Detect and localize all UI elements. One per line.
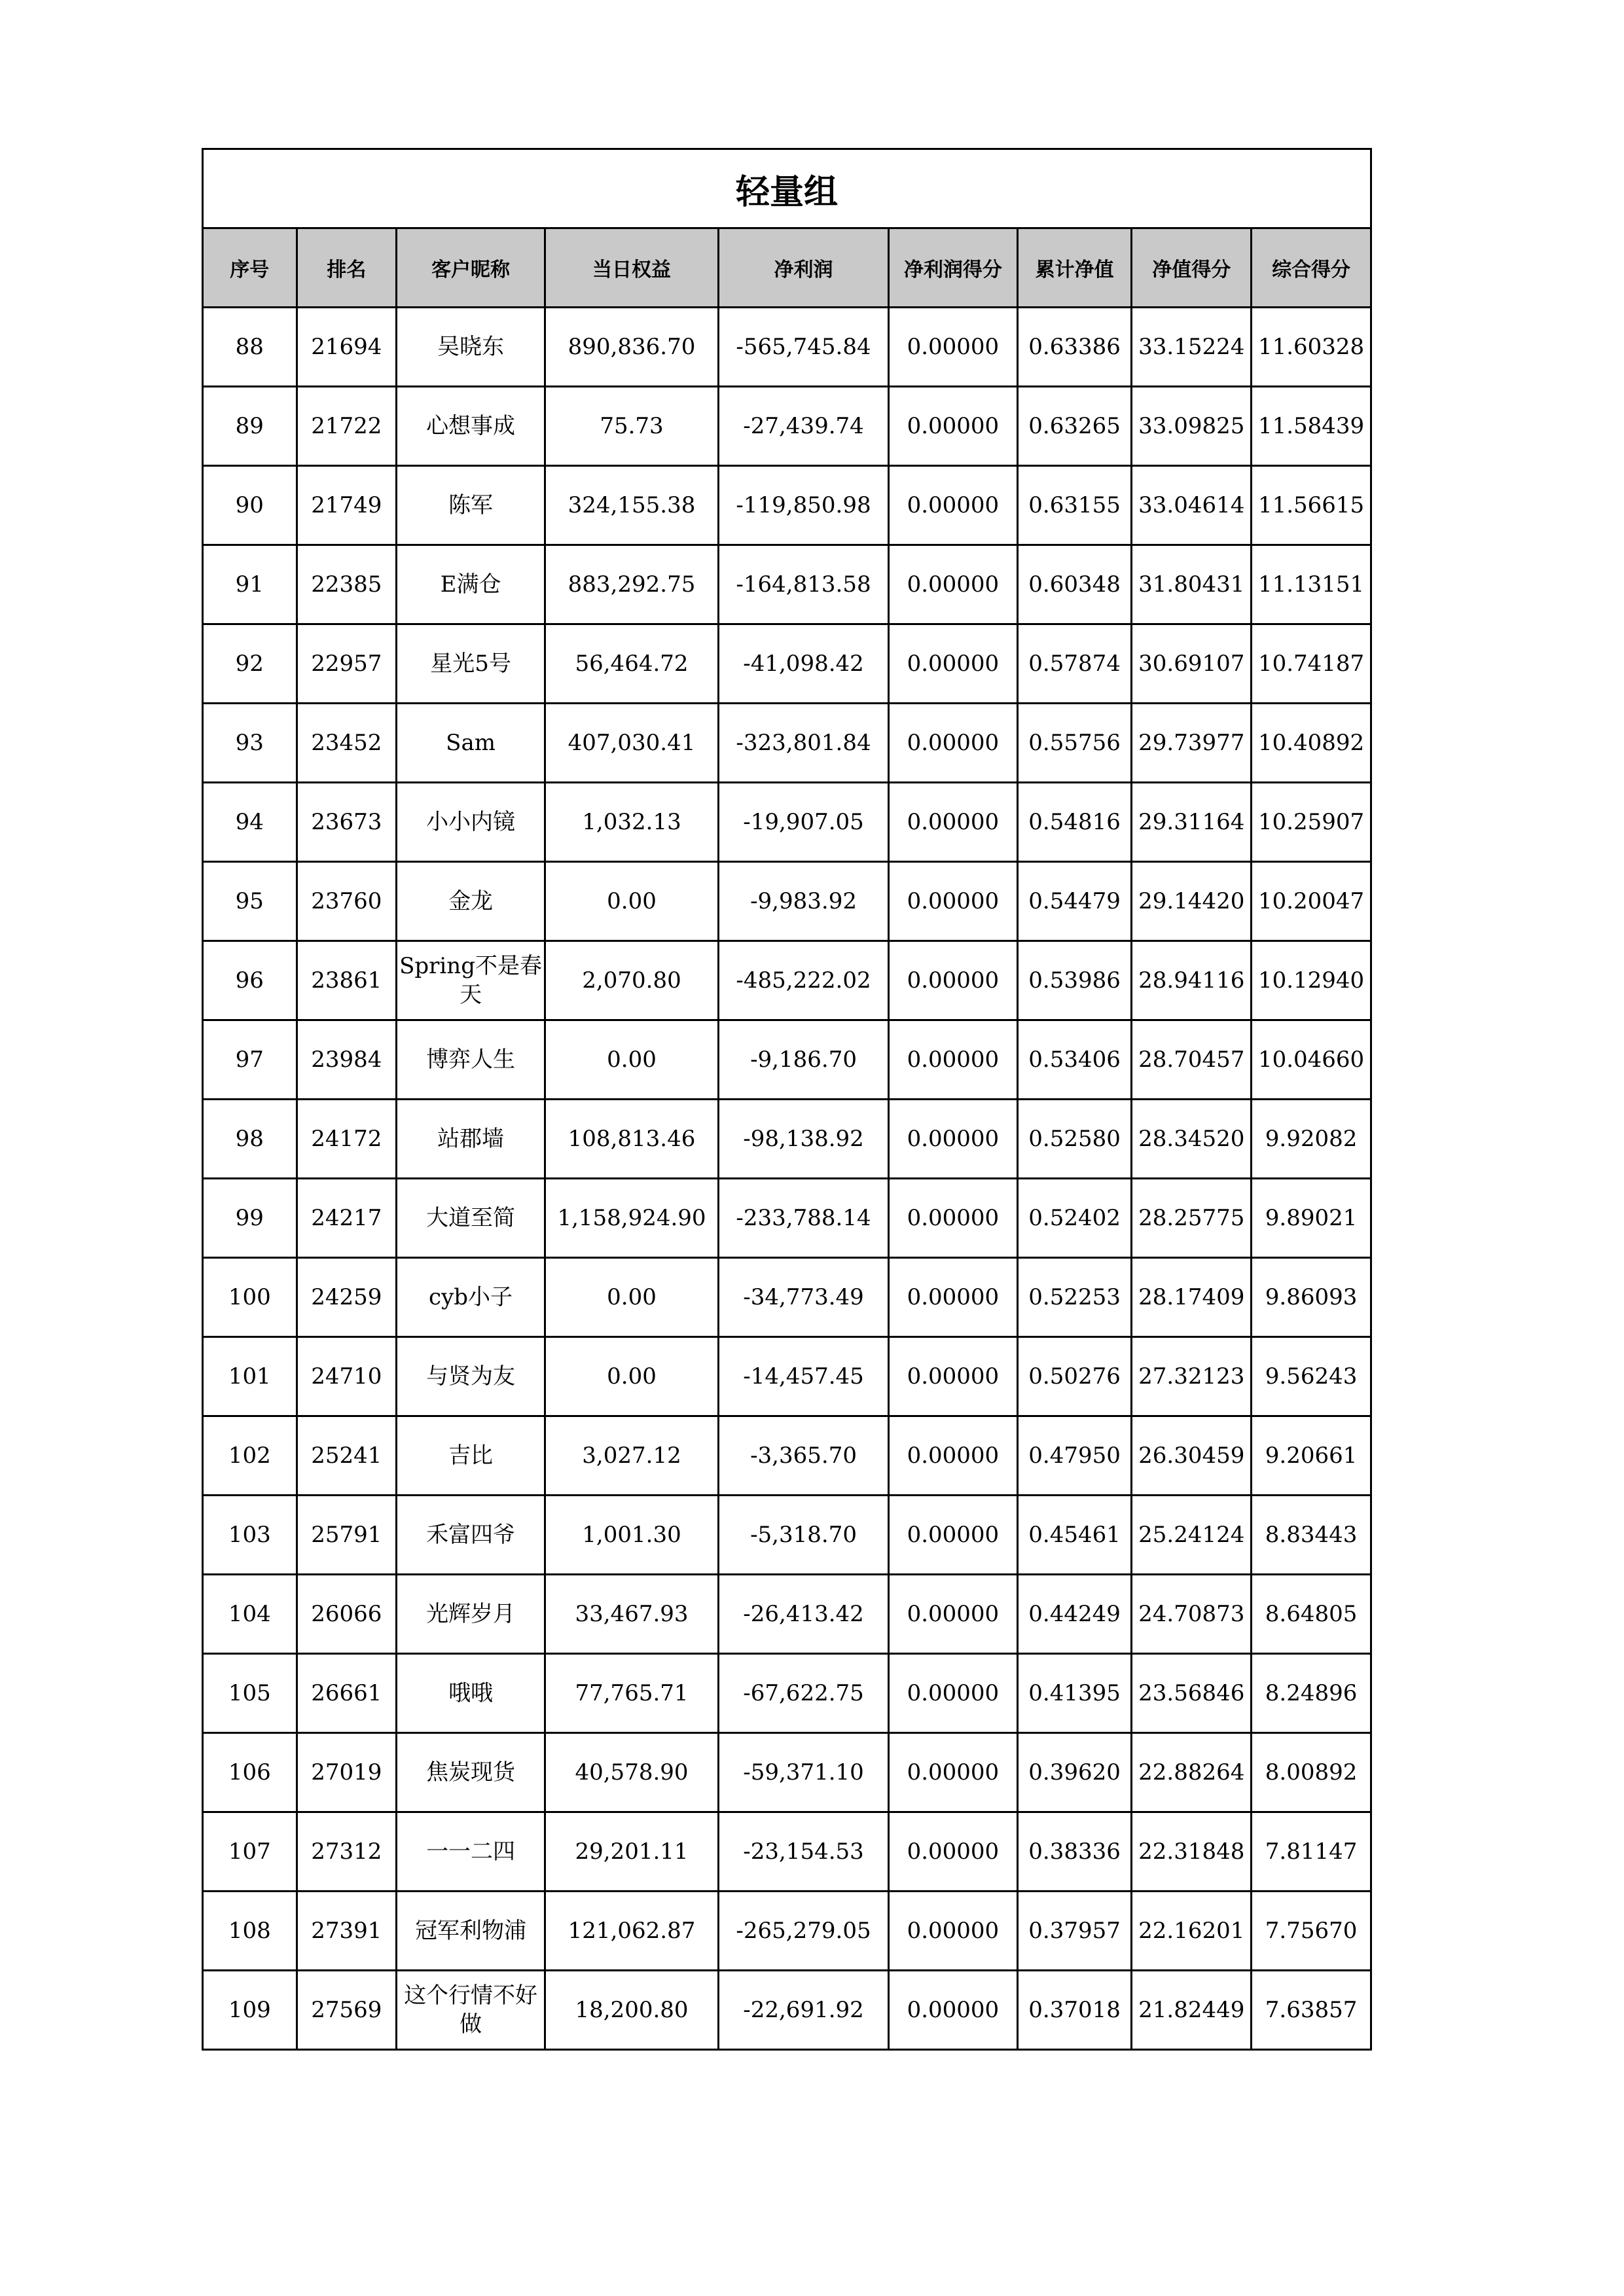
cell-serial: 98 bbox=[203, 1100, 297, 1179]
cell-nav-score: 28.34520 bbox=[1132, 1100, 1252, 1179]
table-row bbox=[203, 1258, 1371, 1337]
cell-total-score: 10.20047 bbox=[1252, 862, 1371, 941]
cell-profit-score: 0.00000 bbox=[889, 466, 1018, 545]
cell-equity: 108,813.46 bbox=[545, 1100, 719, 1179]
cell-profit-score: 0.00000 bbox=[889, 1496, 1018, 1575]
cell-nickname: 大道至简 bbox=[397, 1179, 545, 1258]
cell-profit-score: 0.00000 bbox=[889, 1971, 1018, 2050]
cell-total-score: 8.83443 bbox=[1252, 1496, 1371, 1575]
cell-net-profit: -5,318.70 bbox=[719, 1496, 889, 1575]
table-row bbox=[203, 1892, 1371, 1971]
table-row bbox=[203, 1496, 1371, 1575]
cell-nickname: 一一二四 bbox=[397, 1812, 545, 1892]
cell-cumulative-nav: 0.63386 bbox=[1017, 308, 1132, 387]
cell-net-profit: -67,622.75 bbox=[719, 1654, 889, 1733]
cell-total-score: 11.13151 bbox=[1252, 545, 1371, 624]
cell-net-profit: -27,439.74 bbox=[719, 387, 889, 466]
cell-profit-score: 0.00000 bbox=[889, 1179, 1018, 1258]
cell-nav-score: 24.70873 bbox=[1132, 1575, 1252, 1654]
cell-nav-score: 30.69107 bbox=[1132, 624, 1252, 704]
cell-nickname: 星光5号 bbox=[397, 624, 545, 704]
cell-rank: 22385 bbox=[297, 545, 397, 624]
cell-net-profit: -485,222.02 bbox=[719, 941, 889, 1020]
table-row bbox=[203, 466, 1371, 545]
cell-profit-score: 0.00000 bbox=[889, 308, 1018, 387]
cell-cumulative-nav: 0.54479 bbox=[1017, 862, 1132, 941]
cell-nickname: 焦炭现货 bbox=[397, 1733, 545, 1812]
cell-cumulative-nav: 0.50276 bbox=[1017, 1337, 1132, 1416]
cell-equity: 883,292.75 bbox=[545, 545, 719, 624]
header-rank: 排名 bbox=[297, 228, 397, 308]
cell-nav-score: 22.88264 bbox=[1132, 1733, 1252, 1812]
cell-serial: 88 bbox=[203, 308, 297, 387]
cell-cumulative-nav: 0.55756 bbox=[1017, 704, 1132, 783]
cell-nickname: 冠军利物浦 bbox=[397, 1892, 545, 1971]
table-row bbox=[203, 1575, 1371, 1654]
cell-equity: 121,062.87 bbox=[545, 1892, 719, 1971]
cell-nickname: 陈军 bbox=[397, 466, 545, 545]
cell-nav-score: 29.14420 bbox=[1132, 862, 1252, 941]
cell-equity: 75.73 bbox=[545, 387, 719, 466]
cell-equity: 56,464.72 bbox=[545, 624, 719, 704]
cell-total-score: 9.86093 bbox=[1252, 1258, 1371, 1337]
cell-equity: 33,467.93 bbox=[545, 1575, 719, 1654]
cell-cumulative-nav: 0.53986 bbox=[1017, 941, 1132, 1020]
cell-rank: 23984 bbox=[297, 1020, 397, 1100]
cell-serial: 90 bbox=[203, 466, 297, 545]
cell-net-profit: -23,154.53 bbox=[719, 1812, 889, 1892]
cell-nickname: E满仓 bbox=[397, 545, 545, 624]
cell-cumulative-nav: 0.52402 bbox=[1017, 1179, 1132, 1258]
header-cumulative-nav: 累计净值 bbox=[1017, 228, 1132, 308]
cell-nav-score: 23.56846 bbox=[1132, 1654, 1252, 1733]
header-net-profit: 净利润 bbox=[719, 228, 889, 308]
cell-profit-score: 0.00000 bbox=[889, 783, 1018, 862]
cell-profit-score: 0.00000 bbox=[889, 1100, 1018, 1179]
cell-nickname: Sam bbox=[397, 704, 545, 783]
cell-serial: 106 bbox=[203, 1733, 297, 1812]
cell-total-score: 11.60328 bbox=[1252, 308, 1371, 387]
cell-net-profit: -3,365.70 bbox=[719, 1416, 889, 1496]
cell-net-profit: -22,691.92 bbox=[719, 1971, 889, 2050]
cell-total-score: 7.81147 bbox=[1252, 1812, 1371, 1892]
cell-equity: 890,836.70 bbox=[545, 308, 719, 387]
cell-profit-score: 0.00000 bbox=[889, 387, 1018, 466]
header-serial: 序号 bbox=[203, 228, 297, 308]
header-nav-score: 净值得分 bbox=[1132, 228, 1252, 308]
cell-serial: 92 bbox=[203, 624, 297, 704]
cell-cumulative-nav: 0.52253 bbox=[1017, 1258, 1132, 1337]
cell-profit-score: 0.00000 bbox=[889, 1337, 1018, 1416]
cell-equity: 1,158,924.90 bbox=[545, 1179, 719, 1258]
table-row bbox=[203, 941, 1371, 1020]
cell-nav-score: 33.04614 bbox=[1132, 466, 1252, 545]
table-row bbox=[203, 862, 1371, 941]
cell-serial: 101 bbox=[203, 1337, 297, 1416]
ranking-table bbox=[202, 148, 1372, 2051]
cell-nav-score: 28.70457 bbox=[1132, 1020, 1252, 1100]
table-row bbox=[203, 1812, 1371, 1892]
cell-nickname: Spring不是春天 bbox=[397, 941, 545, 1020]
cell-total-score: 9.56243 bbox=[1252, 1337, 1371, 1416]
cell-rank: 27312 bbox=[297, 1812, 397, 1892]
cell-net-profit: -119,850.98 bbox=[719, 466, 889, 545]
cell-rank: 21749 bbox=[297, 466, 397, 545]
cell-profit-score: 0.00000 bbox=[889, 941, 1018, 1020]
cell-cumulative-nav: 0.52580 bbox=[1017, 1100, 1132, 1179]
cell-serial: 89 bbox=[203, 387, 297, 466]
table-row bbox=[203, 1733, 1371, 1812]
cell-nickname: 小小内镜 bbox=[397, 783, 545, 862]
cell-net-profit: -164,813.58 bbox=[719, 545, 889, 624]
cell-profit-score: 0.00000 bbox=[889, 862, 1018, 941]
cell-equity: 2,070.80 bbox=[545, 941, 719, 1020]
cell-equity: 324,155.38 bbox=[545, 466, 719, 545]
cell-nav-score: 25.24124 bbox=[1132, 1496, 1252, 1575]
cell-profit-score: 0.00000 bbox=[889, 1892, 1018, 1971]
cell-serial: 91 bbox=[203, 545, 297, 624]
cell-net-profit: -26,413.42 bbox=[719, 1575, 889, 1654]
cell-serial: 94 bbox=[203, 783, 297, 862]
header-row bbox=[203, 228, 1371, 308]
cell-cumulative-nav: 0.60348 bbox=[1017, 545, 1132, 624]
table-row bbox=[203, 545, 1371, 624]
cell-rank: 24172 bbox=[297, 1100, 397, 1179]
cell-profit-score: 0.00000 bbox=[889, 1654, 1018, 1733]
cell-nav-score: 22.16201 bbox=[1132, 1892, 1252, 1971]
cell-equity: 1,032.13 bbox=[545, 783, 719, 862]
cell-total-score: 10.25907 bbox=[1252, 783, 1371, 862]
cell-cumulative-nav: 0.54816 bbox=[1017, 783, 1132, 862]
cell-nav-score: 29.31164 bbox=[1132, 783, 1252, 862]
cell-rank: 23452 bbox=[297, 704, 397, 783]
cell-serial: 103 bbox=[203, 1496, 297, 1575]
cell-nav-score: 28.94116 bbox=[1132, 941, 1252, 1020]
cell-nickname: 与贤为友 bbox=[397, 1337, 545, 1416]
cell-nav-score: 33.09825 bbox=[1132, 387, 1252, 466]
cell-nickname: 吴晓东 bbox=[397, 308, 545, 387]
cell-profit-score: 0.00000 bbox=[889, 1733, 1018, 1812]
cell-cumulative-nav: 0.57874 bbox=[1017, 624, 1132, 704]
cell-net-profit: -323,801.84 bbox=[719, 704, 889, 783]
cell-cumulative-nav: 0.63155 bbox=[1017, 466, 1132, 545]
cell-nickname: 站郡墙 bbox=[397, 1100, 545, 1179]
cell-total-score: 10.12940 bbox=[1252, 941, 1371, 1020]
cell-cumulative-nav: 0.41395 bbox=[1017, 1654, 1132, 1733]
cell-profit-score: 0.00000 bbox=[889, 1812, 1018, 1892]
header-profit-score: 净利润得分 bbox=[889, 228, 1018, 308]
table-row bbox=[203, 704, 1371, 783]
cell-nickname: 吉比 bbox=[397, 1416, 545, 1496]
cell-nickname: cyb小子 bbox=[397, 1258, 545, 1337]
cell-profit-score: 0.00000 bbox=[889, 624, 1018, 704]
cell-rank: 23673 bbox=[297, 783, 397, 862]
header-nickname: 客户昵称 bbox=[397, 228, 545, 308]
cell-equity: 18,200.80 bbox=[545, 1971, 719, 2050]
cell-rank: 25791 bbox=[297, 1496, 397, 1575]
cell-net-profit: -265,279.05 bbox=[719, 1892, 889, 1971]
cell-nav-score: 27.32123 bbox=[1132, 1337, 1252, 1416]
cell-rank: 27569 bbox=[297, 1971, 397, 2050]
table-row bbox=[203, 1416, 1371, 1496]
cell-net-profit: -41,098.42 bbox=[719, 624, 889, 704]
cell-rank: 24710 bbox=[297, 1337, 397, 1416]
cell-total-score: 10.04660 bbox=[1252, 1020, 1371, 1100]
cell-profit-score: 0.00000 bbox=[889, 1575, 1018, 1654]
cell-cumulative-nav: 0.38336 bbox=[1017, 1812, 1132, 1892]
cell-net-profit: -565,745.84 bbox=[719, 308, 889, 387]
cell-cumulative-nav: 0.37957 bbox=[1017, 1892, 1132, 1971]
cell-net-profit: -59,371.10 bbox=[719, 1733, 889, 1812]
cell-cumulative-nav: 0.45461 bbox=[1017, 1496, 1132, 1575]
cell-equity: 0.00 bbox=[545, 1020, 719, 1100]
cell-cumulative-nav: 0.37018 bbox=[1017, 1971, 1132, 2050]
cell-rank: 25241 bbox=[297, 1416, 397, 1496]
cell-rank: 26661 bbox=[297, 1654, 397, 1733]
cell-net-profit: -9,186.70 bbox=[719, 1020, 889, 1100]
cell-nickname: 光辉岁月 bbox=[397, 1575, 545, 1654]
cell-net-profit: -9,983.92 bbox=[719, 862, 889, 941]
cell-cumulative-nav: 0.39620 bbox=[1017, 1733, 1132, 1812]
cell-rank: 23861 bbox=[297, 941, 397, 1020]
cell-nav-score: 26.30459 bbox=[1132, 1416, 1252, 1496]
cell-nav-score: 33.15224 bbox=[1132, 308, 1252, 387]
cell-rank: 26066 bbox=[297, 1575, 397, 1654]
cell-serial: 109 bbox=[203, 1971, 297, 2050]
cell-net-profit: -19,907.05 bbox=[719, 783, 889, 862]
table-row bbox=[203, 1337, 1371, 1416]
cell-net-profit: -14,457.45 bbox=[719, 1337, 889, 1416]
cell-nav-score: 29.73977 bbox=[1132, 704, 1252, 783]
cell-rank: 21722 bbox=[297, 387, 397, 466]
cell-equity: 77,765.71 bbox=[545, 1654, 719, 1733]
cell-total-score: 11.56615 bbox=[1252, 466, 1371, 545]
table-row bbox=[203, 624, 1371, 704]
table-row bbox=[203, 783, 1371, 862]
cell-total-score: 8.64805 bbox=[1252, 1575, 1371, 1654]
cell-total-score: 10.40892 bbox=[1252, 704, 1371, 783]
table-row bbox=[203, 1100, 1371, 1179]
cell-rank: 23760 bbox=[297, 862, 397, 941]
table-row bbox=[203, 308, 1371, 387]
cell-serial: 96 bbox=[203, 941, 297, 1020]
cell-equity: 40,578.90 bbox=[545, 1733, 719, 1812]
cell-serial: 104 bbox=[203, 1575, 297, 1654]
table-row bbox=[203, 387, 1371, 466]
cell-equity: 0.00 bbox=[545, 1258, 719, 1337]
cell-nav-score: 21.82449 bbox=[1132, 1971, 1252, 2050]
cell-nickname: 心想事成 bbox=[397, 387, 545, 466]
cell-nickname: 博弈人生 bbox=[397, 1020, 545, 1100]
cell-total-score: 9.89021 bbox=[1252, 1179, 1371, 1258]
cell-serial: 93 bbox=[203, 704, 297, 783]
table-row bbox=[203, 1971, 1371, 2050]
cell-serial: 105 bbox=[203, 1654, 297, 1733]
cell-serial: 102 bbox=[203, 1416, 297, 1496]
cell-nav-score: 31.80431 bbox=[1132, 545, 1252, 624]
cell-equity: 0.00 bbox=[545, 862, 719, 941]
cell-equity: 1,001.30 bbox=[545, 1496, 719, 1575]
header-total-score: 综合得分 bbox=[1252, 228, 1371, 308]
cell-nickname: 金龙 bbox=[397, 862, 545, 941]
cell-total-score: 7.63857 bbox=[1252, 1971, 1371, 2050]
table-row bbox=[203, 1020, 1371, 1100]
cell-cumulative-nav: 0.44249 bbox=[1017, 1575, 1132, 1654]
cell-rank: 24217 bbox=[297, 1179, 397, 1258]
cell-total-score: 8.00892 bbox=[1252, 1733, 1371, 1812]
cell-serial: 107 bbox=[203, 1812, 297, 1892]
header-equity: 当日权益 bbox=[545, 228, 719, 308]
cell-rank: 27019 bbox=[297, 1733, 397, 1812]
cell-equity: 407,030.41 bbox=[545, 704, 719, 783]
cell-serial: 108 bbox=[203, 1892, 297, 1971]
cell-cumulative-nav: 0.63265 bbox=[1017, 387, 1132, 466]
cell-net-profit: -98,138.92 bbox=[719, 1100, 889, 1179]
cell-nav-score: 28.17409 bbox=[1132, 1258, 1252, 1337]
cell-profit-score: 0.00000 bbox=[889, 704, 1018, 783]
cell-equity: 3,027.12 bbox=[545, 1416, 719, 1496]
cell-total-score: 10.74187 bbox=[1252, 624, 1371, 704]
cell-equity: 0.00 bbox=[545, 1337, 719, 1416]
cell-net-profit: -34,773.49 bbox=[719, 1258, 889, 1337]
cell-rank: 22957 bbox=[297, 624, 397, 704]
cell-net-profit: -233,788.14 bbox=[719, 1179, 889, 1258]
cell-nickname: 这个行情不好做 bbox=[397, 1971, 545, 2050]
cell-total-score: 8.24896 bbox=[1252, 1654, 1371, 1733]
cell-nav-score: 28.25775 bbox=[1132, 1179, 1252, 1258]
cell-profit-score: 0.00000 bbox=[889, 545, 1018, 624]
cell-rank: 24259 bbox=[297, 1258, 397, 1337]
cell-serial: 100 bbox=[203, 1258, 297, 1337]
cell-nickname: 禾富四爷 bbox=[397, 1496, 545, 1575]
cell-profit-score: 0.00000 bbox=[889, 1020, 1018, 1100]
cell-serial: 99 bbox=[203, 1179, 297, 1258]
cell-nav-score: 22.31848 bbox=[1132, 1812, 1252, 1892]
cell-profit-score: 0.00000 bbox=[889, 1258, 1018, 1337]
cell-rank: 21694 bbox=[297, 308, 397, 387]
cell-cumulative-nav: 0.53406 bbox=[1017, 1020, 1132, 1100]
table-title: 轻量组 bbox=[203, 149, 1371, 228]
cell-cumulative-nav: 0.47950 bbox=[1017, 1416, 1132, 1496]
cell-total-score: 7.75670 bbox=[1252, 1892, 1371, 1971]
cell-total-score: 9.92082 bbox=[1252, 1100, 1371, 1179]
table-row bbox=[203, 1179, 1371, 1258]
table-row bbox=[203, 1654, 1371, 1733]
cell-nickname: 哦哦 bbox=[397, 1654, 545, 1733]
cell-serial: 95 bbox=[203, 862, 297, 941]
cell-serial: 97 bbox=[203, 1020, 297, 1100]
cell-profit-score: 0.00000 bbox=[889, 1416, 1018, 1496]
cell-equity: 29,201.11 bbox=[545, 1812, 719, 1892]
cell-rank: 27391 bbox=[297, 1892, 397, 1971]
cell-total-score: 9.20661 bbox=[1252, 1416, 1371, 1496]
cell-total-score: 11.58439 bbox=[1252, 387, 1371, 466]
